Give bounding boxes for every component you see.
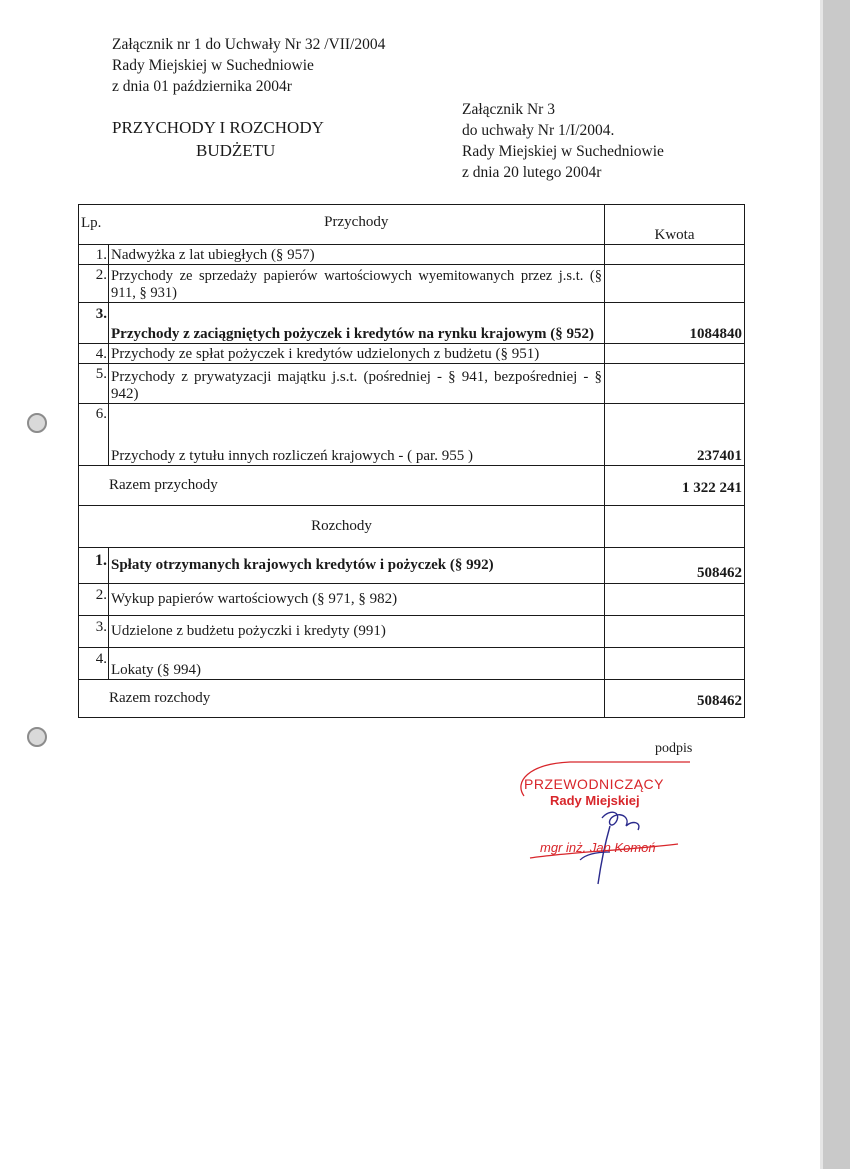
row-lp: 5. (79, 364, 109, 404)
table-row (79, 404, 745, 466)
punch-hole (27, 413, 47, 433)
stamp-council: Rady Miejskiej (550, 793, 640, 808)
header-right-line: Rady Miejskiej w Suchedniowie (462, 143, 664, 160)
header-left-line: Załącznik nr 1 do Uchwały Nr 32 /VII/2004 (112, 36, 386, 53)
expenses-total-label: Razem rozchody (79, 680, 605, 718)
table-row (79, 648, 745, 680)
table-row (79, 364, 745, 404)
row-lp: 3. (79, 616, 109, 648)
row-amount: 508462 (605, 548, 745, 584)
row-lp: 1. (79, 245, 109, 265)
header-left-line: z dnia 01 października 2004r (112, 78, 292, 95)
table-row (79, 344, 745, 364)
income-total-label: Razem przychody (79, 466, 605, 506)
header-right-line: do uchwały Nr 1/I/2004. (462, 122, 615, 139)
stamp-title: PRZEWODNICZĄCY (524, 776, 664, 792)
expenses-header: Rozchody (79, 506, 605, 548)
row-lp: 3. (79, 303, 109, 344)
table-row (79, 245, 745, 265)
row-amount: 237401 (605, 404, 745, 466)
table-row (79, 584, 745, 616)
row-lp: 1. (79, 548, 109, 584)
document-title-line1: PRZYCHODY I ROZCHODY (112, 118, 324, 137)
row-text: Przychody ze sprzedaży papierów wartościowych wyemitowanych przez j.s.t. (§ 911, § 931) (109, 265, 605, 303)
header-left-line: Rady Miejskiej w Suchedniowie (112, 57, 314, 74)
row-amount (605, 616, 745, 648)
header-right-line: z dnia 20 lutego 2004r (462, 164, 602, 181)
stamp-name: mgr inż. Jan Komoń (540, 840, 656, 855)
row-lp: 4. (79, 344, 109, 364)
expenses-total-amount: 508462 (605, 680, 745, 718)
chairman-stamp (510, 760, 710, 890)
punch-hole (27, 727, 47, 747)
attachment-header-left (112, 34, 385, 97)
table-row (79, 548, 745, 584)
row-text: Przychody z tytułu innych rozliczeń krajowych - ( par. 955 ) (109, 404, 605, 466)
budget-table (78, 204, 745, 718)
attachment-header-right (462, 99, 664, 183)
row-lp: 6. (79, 404, 109, 466)
row-lp: 4. (79, 648, 109, 680)
row-text: Udzielone z budżetu pożyczki i kredyty (991) (109, 616, 605, 648)
row-text: Wykup papierów wartościowych (§ 971, § 982) (109, 584, 605, 616)
row-amount: 1084840 (605, 303, 745, 344)
col-header-przychody: Przychody (109, 205, 605, 245)
table-row (79, 303, 745, 344)
table-row (79, 265, 745, 303)
header-right-line: Załącznik Nr 3 (462, 101, 555, 118)
row-amount (605, 648, 745, 680)
row-text: Nadwyżka z lat ubiegłych (§ 957) (109, 245, 605, 265)
row-text: Przychody z zaciągniętych pożyczek i kredytów na rynku krajowym (§ 952) (109, 303, 605, 344)
row-amount (605, 245, 745, 265)
signature-label: podpis (655, 741, 693, 756)
col-header-lp: Lp. (79, 205, 109, 245)
expenses-total-row (79, 680, 745, 718)
row-text: Spłaty otrzymanych krajowych kredytów i pożyczek (§ 992) (109, 548, 605, 584)
scan-edge (823, 0, 850, 1169)
table-header-row (79, 205, 745, 245)
document-title-line2: BUDŻETU (196, 141, 276, 160)
income-total-amount: 1 322 241 (605, 466, 745, 506)
row-lp: 2. (79, 584, 109, 616)
expenses-header-empty (605, 506, 745, 548)
col-header-kwota: Kwota (605, 205, 745, 245)
expenses-header-row (79, 506, 745, 548)
row-amount (605, 265, 745, 303)
income-total-row (79, 466, 745, 506)
row-amount (605, 364, 745, 404)
row-text: Przychody ze spłat pożyczek i kredytów udzielonych z budżetu (§ 951) (109, 344, 605, 364)
row-text: Przychody z prywatyzacji majątku j.s.t. (pośredniej - § 941, bezpośredniej - § 942) (109, 364, 605, 404)
row-amount (605, 584, 745, 616)
row-amount (605, 344, 745, 364)
table-row (79, 616, 745, 648)
row-text: Lokaty (§ 994) (109, 648, 605, 680)
row-lp: 2. (79, 265, 109, 303)
